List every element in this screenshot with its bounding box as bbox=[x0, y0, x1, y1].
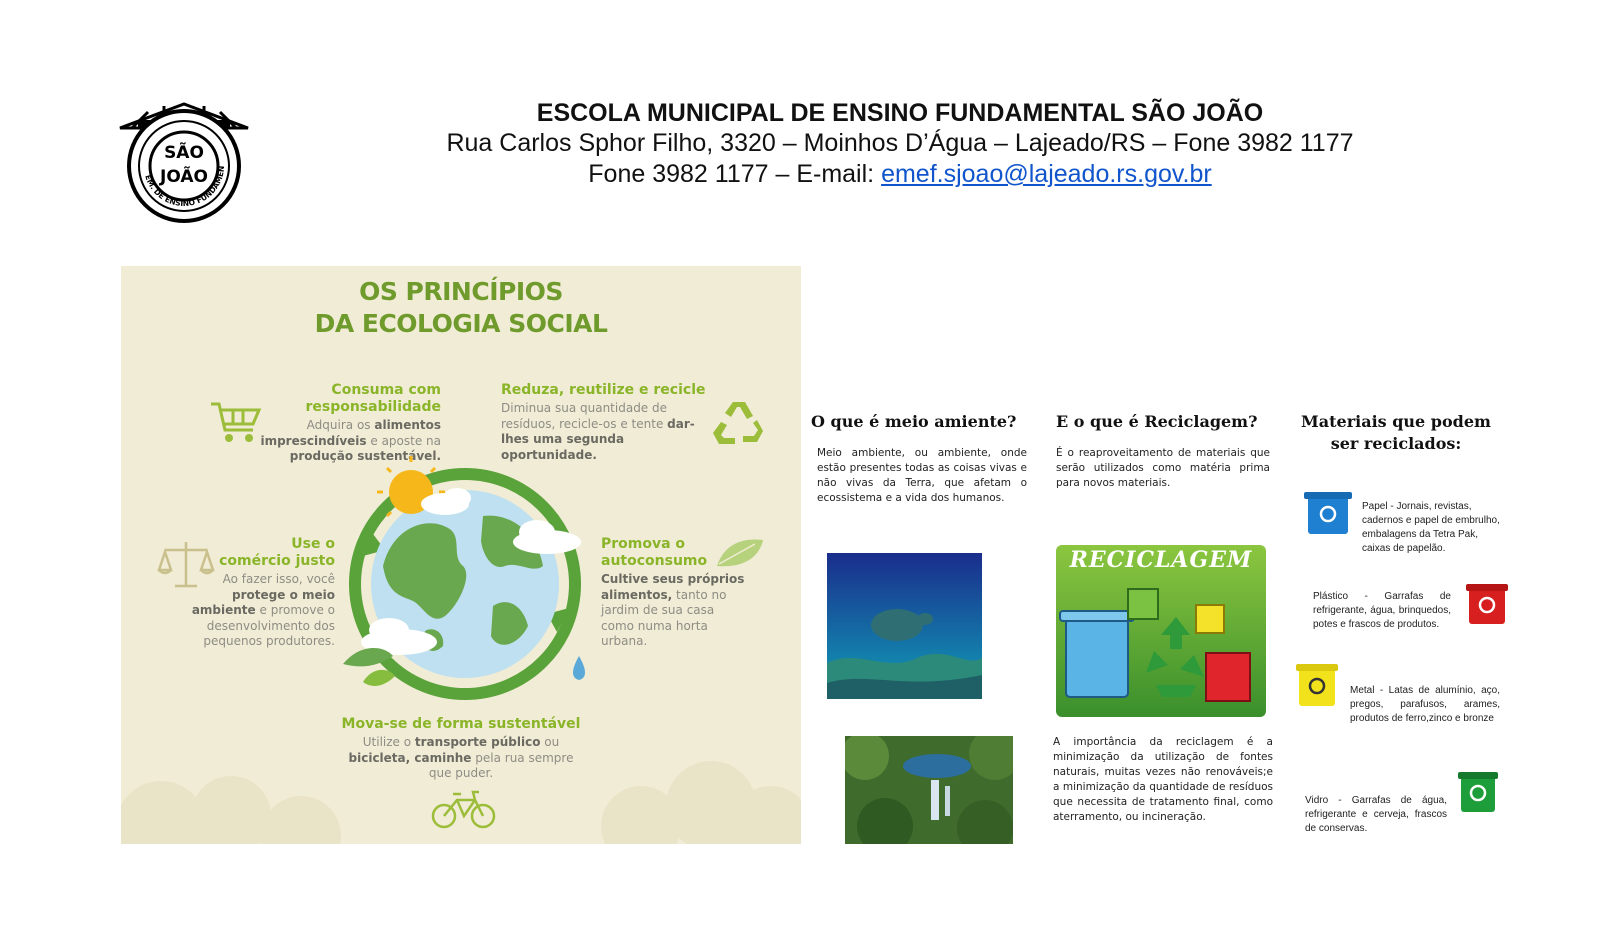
recycling-definition-text: É o reaproveitamento de materiais que serão utilizados como matéria prima para novos materiais. bbox=[1056, 447, 1270, 489]
shopping-cart-icon bbox=[209, 400, 263, 446]
logo-text-top: SÃO bbox=[164, 143, 204, 163]
metal-materials-text: Metal - Latas de alumínio, aço, pregos, parafusos, arames, produtos de ferro,zinco e bronze bbox=[1350, 685, 1500, 724]
mobility-heading: Mova-se de forma sustentável bbox=[341, 716, 581, 732]
recycling-importance-text: A importância da reciclagem é a minimização da utilização de fontes naturais, muitas vezes não renováveis;e a minimização da quantidade de resíduos que necessita de tratamento final, como aterramento, ou incineração. bbox=[1053, 736, 1273, 823]
logo-text-bottom: JOÃO bbox=[160, 167, 208, 187]
environment-definition-text: Meio ambiente, ou ambiente, onde estão presentes todas as coisas vivas e não vivas da Terra, que afetam o ecossistema e a vida dos humanos. bbox=[817, 447, 1027, 504]
recycling-question-title: E o que é Reciclagem? bbox=[1056, 412, 1258, 431]
glass-materials-text: Vidro - Garrafas de água, refrigerante e cerveja, frascos de conservas. bbox=[1305, 795, 1447, 834]
self-consumption-text: Cultive seus próprios alimentos, tanto no jardim de sua casa como numa horta urbana. bbox=[601, 572, 745, 648]
materials-title-1: Materiais que podem bbox=[1301, 412, 1491, 431]
reduce-block bbox=[501, 382, 716, 463]
scales-justice-icon bbox=[157, 536, 215, 592]
consume-text: Adquira os alimentos imprescindíveis e aposte na produção sustentável. bbox=[260, 418, 441, 463]
ocean-turtle-photo bbox=[827, 553, 982, 699]
social-ecology-infographic bbox=[121, 266, 801, 844]
self-consumption-heading-2: autoconsumo bbox=[601, 553, 708, 569]
yellow-metal-bin-icon bbox=[1296, 662, 1338, 708]
contact-line bbox=[380, 159, 1420, 190]
infographic-title-line2: DA ECOLOGIA SOCIAL bbox=[314, 309, 608, 338]
infographic-title-line1: OS PRINCÍPIOS bbox=[359, 277, 563, 306]
school-address: Rua Carlos Sphor Filho, 3320 – Moinhos D’Água – Lajeado/RS – Fone 3982 1177 bbox=[446, 129, 1354, 157]
reduce-text: Diminua sua quantidade de resíduos, recicle-os e tente dar-lhes uma segunda oportunidade. bbox=[501, 401, 695, 462]
green-glass-bin-icon bbox=[1458, 770, 1498, 814]
fair-trade-heading-1: Use o bbox=[291, 536, 335, 552]
fair-trade-text: Ao fazer isso, você protege o meio ambiente e promove o desenvolvimento dos pequenos produtores. bbox=[191, 572, 335, 648]
school-header bbox=[380, 98, 1420, 190]
reduce-heading: Reduza, reutilize e recicle bbox=[501, 382, 706, 398]
recycle-icon bbox=[713, 398, 765, 446]
recycling-banner bbox=[1056, 545, 1266, 717]
school-logo bbox=[118, 98, 250, 224]
red-plastic-bin-icon bbox=[1466, 582, 1508, 626]
plastic-materials-text: Plástico - Garrafas de refrigerante, água, brinquedos, potes e frascos de produtos. bbox=[1313, 591, 1451, 630]
earth-globe-illustration bbox=[333, 456, 603, 706]
email-link[interactable]: emef.sjoao@lajeado.rs.gov.br bbox=[881, 160, 1212, 188]
leaf-icon bbox=[715, 536, 765, 568]
paper-materials-text: Papel - Jornais, revistas, cadernos e papel de embrulho, embalagens da Tetra Pak, caixas de papelão. bbox=[1362, 501, 1500, 554]
materials-title-2: ser reciclados: bbox=[1330, 434, 1462, 453]
forest-waterfall-photo bbox=[845, 736, 1013, 844]
consume-heading: Consuma com responsabilidade bbox=[305, 382, 441, 415]
self-consumption-heading-1: Promova o bbox=[601, 536, 686, 552]
fair-trade-heading-2: comércio justo bbox=[219, 553, 335, 569]
recycling-bins-illustration bbox=[1056, 577, 1266, 717]
blue-paper-bin-icon bbox=[1304, 490, 1352, 536]
school-name: ESCOLA MUNICIPAL DE ENSINO FUNDAMENTAL SÃO JOÃO bbox=[536, 99, 1264, 127]
environment-question-title: O que é meio amiente? bbox=[811, 412, 1017, 431]
mobility-text: Utilize o transporte público ou bicicleta, caminhe pela rua sempre que puder. bbox=[348, 735, 574, 780]
bicycle-icon bbox=[431, 788, 497, 832]
logo-ring-text: EM. DE ENSINO FUNDAMEN bbox=[143, 165, 227, 209]
mobility-block bbox=[341, 716, 581, 782]
recycling-banner-title: RECICLAGEM bbox=[1069, 547, 1253, 573]
phone-text: Fone 3982 1177 – E-mail: bbox=[588, 160, 882, 188]
